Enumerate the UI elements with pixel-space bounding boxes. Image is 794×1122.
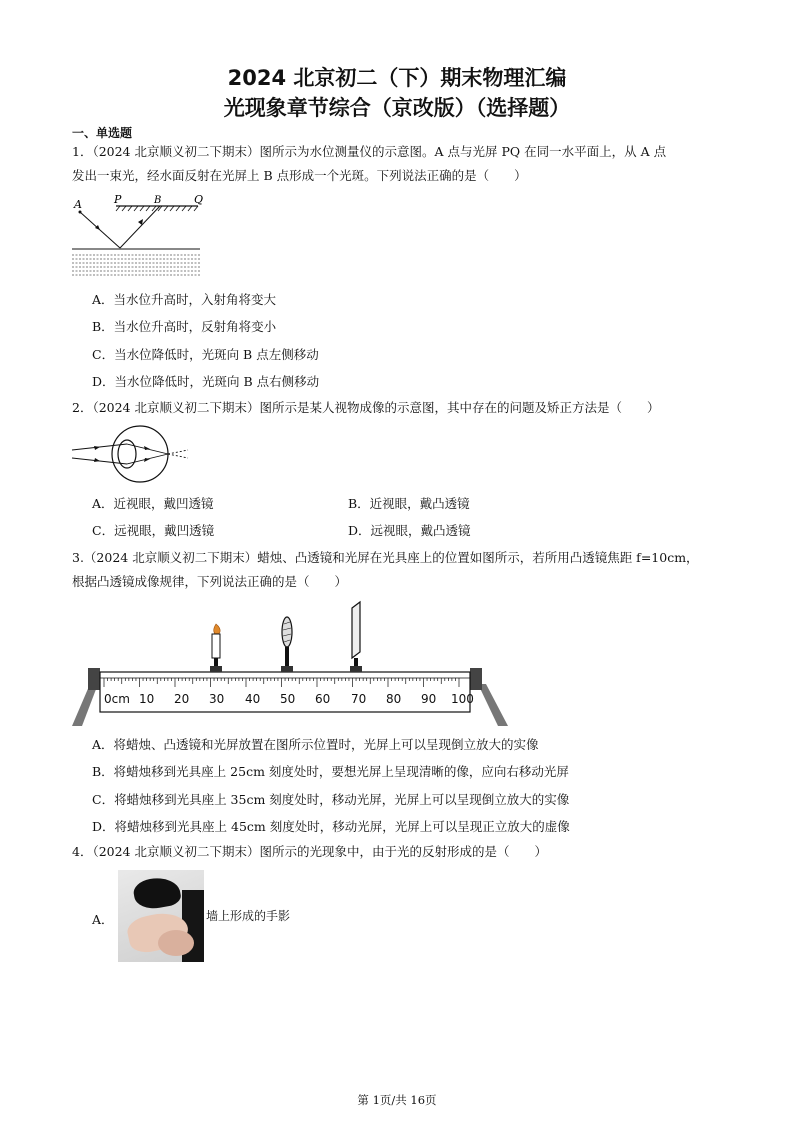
scale-label-40: 40 [245,692,261,706]
page-title: 2024 北京初二（下）期末物理汇编 [227,66,567,90]
question-4-stem: 4．（2024 北京顺义初二下期末）图所示的光现象中，由于光的反射形成的是（ ） [72,844,547,859]
page-subtitle: 光现象章节综合（京改版）（选择题） [223,96,571,120]
convex-lens [281,617,293,672]
q2-option-b[interactable]: B．近视眼，戴凸透镜 [348,496,470,511]
water-level-diagram [70,192,210,282]
optical-bench-diagram [68,600,508,730]
scale-label-60: 60 [315,692,331,706]
scale-label-0: 0cm [104,692,130,706]
q4-option-a-label[interactable]: A． [92,912,114,927]
question-2-stem: 2．（2024 北京顺义初二下期末）图所示是某人视物成像的示意图，其中存在的问题及矫正方法是（ ） [72,400,660,415]
eye-diagram [70,424,200,484]
section-heading: 一、单选题 [72,126,133,140]
hand-shadow-image [118,870,204,962]
question-1-stem [72,140,732,188]
q3-option-d[interactable]: D．将蜡烛移到光具座上 45cm 刻度处时，移动光屏，光屏上可以呈现正立放大的虚像 [92,819,570,834]
candle [210,624,222,672]
q1-option-a[interactable]: A．当水位升高时，入射角将变大 [92,292,277,307]
question-3-line1: 3.（2024 北京顺义初二下期末）蜡烛、凸透镜和光屏在光具座上的位置如图所示，若所用凸透镜焦距 f=10cm， [72,550,699,565]
q3-option-c[interactable]: C．将蜡烛移到光具座上 35cm 刻度处时，移动光屏，光屏上可以呈现倒立放大的实像 [92,792,570,807]
q2-option-c[interactable]: C．远视眼，戴凹透镜 [92,523,215,538]
q1-option-d[interactable]: D．当水位降低时，光斑向 B 点右侧移动 [92,374,320,389]
scale-label-70: 70 [351,692,367,706]
question-1-line2: 发出一束光，经水面反射在光屏上 B 点形成一个光斑。下列说法正确的是（ ） [72,168,527,183]
scale-label-20: 20 [174,692,190,706]
scale-label-50: 50 [280,692,296,706]
q3-option-b[interactable]: B．将蜡烛移到光具座上 25cm 刻度处时，要想光屏上呈现清晰的像，应向右移动光屏 [92,764,569,779]
scale-label-30: 30 [209,692,225,706]
label-q: Q [194,193,204,206]
question-3-line2: 根据凸透镜成像规律，下列说法正确的是（ ） [72,574,348,589]
q2-option-a[interactable]: A．近视眼，戴凹透镜 [92,496,214,511]
scale-label-90: 90 [421,692,437,706]
q2-option-d[interactable]: D．远视眼，戴凸透镜 [348,523,471,538]
label-p: P [114,193,122,206]
scale-label-80: 80 [386,692,402,706]
q4-option-a-caption: 墙上形成的手影 [206,909,291,923]
question-3-stem [72,546,732,594]
q3-option-a[interactable]: A．将蜡烛、凸透镜和光屏放置在图所示位置时，光屏上可以呈现倒立放大的实像 [92,737,539,752]
light-screen [350,602,362,672]
q1-option-b[interactable]: B．当水位升高时，反射角将变小 [92,319,277,334]
q1-option-c[interactable]: C．当水位降低时，光斑向 B 点左侧移动 [92,347,319,362]
scale-label-100: 100 [451,692,474,706]
label-b: B [154,195,162,206]
page-number: 第 1页/共 16页 [357,1093,437,1107]
question-1-line1: 1．（2024 北京顺义初二下期末）图所示为水位测量仪的示意图。A 点与光屏 PQ 在同一水平面上，从 A 点 [72,144,667,159]
scale-label-10: 10 [139,692,155,706]
label-a: A [74,198,82,211]
